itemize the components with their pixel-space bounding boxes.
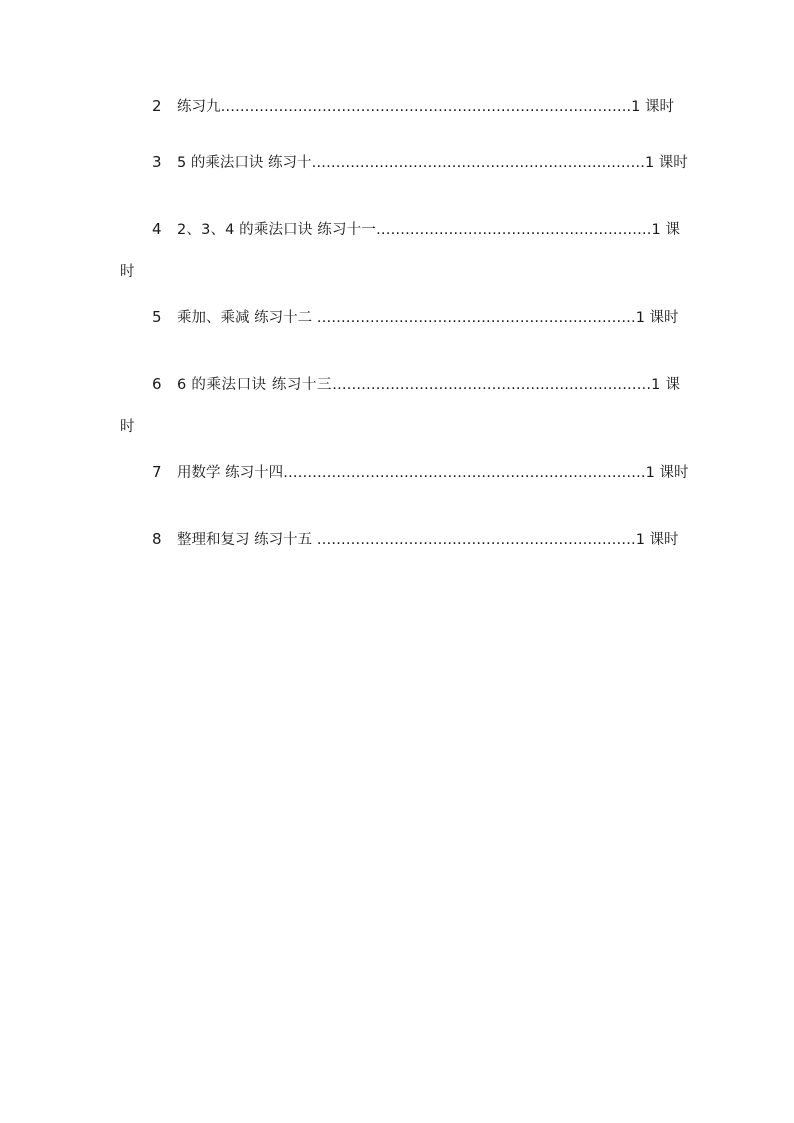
table-of-contents	[120, 96, 689, 575]
toc-entry	[120, 363, 680, 448]
toc-entry	[120, 518, 680, 561]
entry-text: 整理和复习 练习十五 …………………………………………………………1 课时	[177, 532, 679, 548]
toc-entry	[120, 96, 680, 117]
entry-number: 3	[152, 153, 162, 171]
entry-text: 用数学 练习十四…………………………………………………………………1 课时	[177, 465, 689, 481]
toc-entry	[120, 152, 688, 173]
toc-entry	[120, 208, 680, 293]
entry-number: 7	[152, 463, 162, 481]
entry-text: 6 的乘法口诀 练习十三…………………………………………………………1 课时	[120, 377, 680, 435]
toc-entry	[120, 462, 689, 483]
entry-number: 4	[152, 220, 162, 238]
entry-number: 8	[152, 530, 162, 548]
entry-number: 6	[152, 375, 162, 393]
entry-text: 乘加、乘减 练习十二 …………………………………………………………1 课时	[177, 310, 679, 326]
entry-text: 5 的乘法口诀 练习十……………………………………………………………1 课时	[177, 155, 688, 171]
toc-entry	[120, 307, 680, 328]
entry-text: 2、3、4 的乘法口诀 练习十一…………………………………………………1 课时	[120, 222, 680, 280]
entry-text: 练习九………………………………………………………………………….1 课时	[177, 99, 674, 115]
entry-number: 5	[152, 308, 162, 326]
entry-number: 2	[152, 97, 162, 115]
